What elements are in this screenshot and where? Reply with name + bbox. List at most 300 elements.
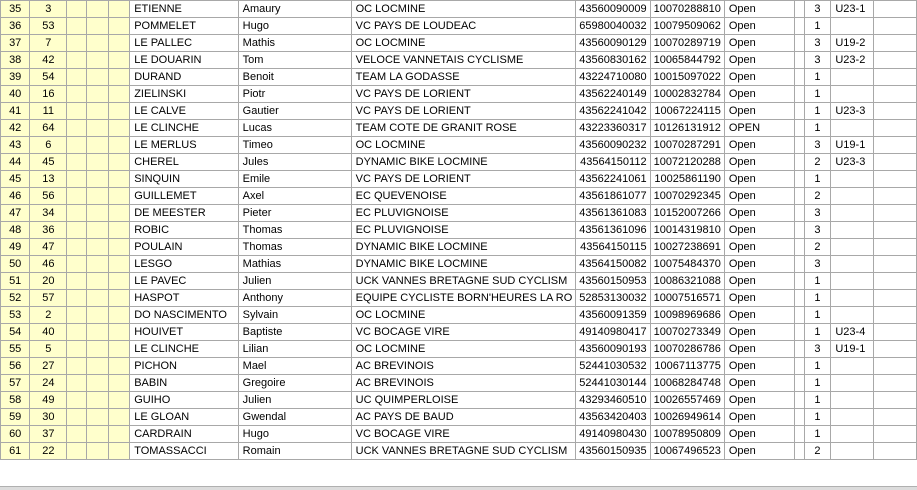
cell-bib[interactable]: 45 xyxy=(30,154,67,171)
cell-col-c[interactable] xyxy=(67,256,86,273)
cell-col-c[interactable] xyxy=(67,392,86,409)
cell-bib[interactable]: 22 xyxy=(30,443,67,460)
cell-col-d[interactable] xyxy=(86,137,108,154)
cell-category[interactable]: Open xyxy=(724,392,794,409)
cell-col-c[interactable] xyxy=(67,171,86,188)
cell-club[interactable]: DYNAMIC BIKE LOCMINE xyxy=(351,256,576,273)
cell-club-code[interactable]: 43563420403 xyxy=(576,409,650,426)
cell-rank[interactable]: 45 xyxy=(1,171,30,188)
cell-first-name[interactable]: Timeo xyxy=(238,137,351,154)
cell-col-d[interactable] xyxy=(86,154,108,171)
cell-first-name[interactable]: Mathias xyxy=(238,256,351,273)
cell-club-code[interactable]: 43562241042 xyxy=(576,103,650,120)
cell-uci-id[interactable]: 10065844792 xyxy=(650,52,724,69)
cell-last-name[interactable]: HASPOT xyxy=(130,290,238,307)
cell-col-e[interactable] xyxy=(108,239,129,256)
cell-col-e[interactable] xyxy=(108,324,129,341)
cell-uci-id[interactable]: 10070287291 xyxy=(650,137,724,154)
cell-class[interactable] xyxy=(831,426,874,443)
cell-empty[interactable] xyxy=(874,358,917,375)
cell-bib[interactable]: 36 xyxy=(30,222,67,239)
cell-empty[interactable] xyxy=(874,239,917,256)
cell-bib[interactable]: 46 xyxy=(30,256,67,273)
cell-class[interactable] xyxy=(831,358,874,375)
cell-col-l[interactable] xyxy=(794,103,804,120)
cell-col-e[interactable] xyxy=(108,358,129,375)
cell-uci-id[interactable]: 10075484370 xyxy=(650,256,724,273)
cell-level[interactable]: 2 xyxy=(804,239,831,256)
cell-col-c[interactable] xyxy=(67,307,86,324)
cell-last-name[interactable]: BABIN xyxy=(130,375,238,392)
cell-category[interactable]: Open xyxy=(724,18,794,35)
cell-col-d[interactable] xyxy=(86,273,108,290)
cell-last-name[interactable]: DURAND xyxy=(130,69,238,86)
cell-col-c[interactable] xyxy=(67,290,86,307)
cell-rank[interactable]: 59 xyxy=(1,409,30,426)
cell-club[interactable]: UCK VANNES BRETAGNE SUD CYCLISM xyxy=(351,273,576,290)
cell-level[interactable]: 1 xyxy=(804,307,831,324)
cell-club[interactable]: AC PAYS DE BAUD xyxy=(351,409,576,426)
cell-bib[interactable]: 3 xyxy=(30,1,67,18)
cell-col-d[interactable] xyxy=(86,290,108,307)
cell-club-code[interactable]: 43560150935 xyxy=(576,443,650,460)
cell-uci-id[interactable]: 10067113775 xyxy=(650,358,724,375)
cell-class[interactable] xyxy=(831,239,874,256)
cell-col-d[interactable] xyxy=(86,222,108,239)
cell-club[interactable]: VC PAYS DE LORIENT xyxy=(351,103,576,120)
cell-last-name[interactable]: LE MERLUS xyxy=(130,137,238,154)
cell-rank[interactable]: 50 xyxy=(1,256,30,273)
cell-first-name[interactable]: Axel xyxy=(238,188,351,205)
cell-class[interactable]: U19-2 xyxy=(831,35,874,52)
cell-club-code[interactable]: 43561861077 xyxy=(576,188,650,205)
cell-col-c[interactable] xyxy=(67,154,86,171)
cell-level[interactable]: 1 xyxy=(804,409,831,426)
cell-col-l[interactable] xyxy=(794,392,804,409)
cell-uci-id[interactable]: 10014319810 xyxy=(650,222,724,239)
cell-uci-id[interactable]: 10067224115 xyxy=(650,103,724,120)
cell-uci-id[interactable]: 10067496523 xyxy=(650,443,724,460)
cell-uci-id[interactable]: 10026557469 xyxy=(650,392,724,409)
cell-empty[interactable] xyxy=(874,443,917,460)
cell-last-name[interactable]: CARDRAIN xyxy=(130,426,238,443)
cell-col-d[interactable] xyxy=(86,18,108,35)
cell-club[interactable]: VC BOCAGE VIRE xyxy=(351,324,576,341)
cell-empty[interactable] xyxy=(874,86,917,103)
cell-col-l[interactable] xyxy=(794,324,804,341)
cell-level[interactable]: 3 xyxy=(804,137,831,154)
cell-col-l[interactable] xyxy=(794,69,804,86)
cell-level[interactable]: 3 xyxy=(804,222,831,239)
cell-uci-id[interactable]: 10027238691 xyxy=(650,239,724,256)
cell-first-name[interactable]: Thomas xyxy=(238,239,351,256)
cell-uci-id[interactable]: 10070288810 xyxy=(650,1,724,18)
cell-bib[interactable]: 27 xyxy=(30,358,67,375)
cell-bib[interactable]: 42 xyxy=(30,52,67,69)
cell-bib[interactable]: 7 xyxy=(30,35,67,52)
cell-category[interactable]: Open xyxy=(724,69,794,86)
cell-col-d[interactable] xyxy=(86,52,108,69)
cell-category[interactable]: Open xyxy=(724,137,794,154)
cell-club-code[interactable]: 52441030532 xyxy=(576,358,650,375)
cell-class[interactable] xyxy=(831,222,874,239)
cell-col-e[interactable] xyxy=(108,205,129,222)
cell-club[interactable]: OC LOCMINE xyxy=(351,307,576,324)
cell-first-name[interactable]: Piotr xyxy=(238,86,351,103)
cell-col-e[interactable] xyxy=(108,154,129,171)
cell-empty[interactable] xyxy=(874,137,917,154)
cell-category[interactable]: Open xyxy=(724,222,794,239)
cell-club-code[interactable]: 52441030144 xyxy=(576,375,650,392)
cell-col-e[interactable] xyxy=(108,392,129,409)
cell-col-l[interactable] xyxy=(794,1,804,18)
cell-col-d[interactable] xyxy=(86,205,108,222)
cell-uci-id[interactable]: 10086321088 xyxy=(650,273,724,290)
cell-col-d[interactable] xyxy=(86,86,108,103)
cell-rank[interactable]: 57 xyxy=(1,375,30,392)
cell-level[interactable]: 3 xyxy=(804,205,831,222)
cell-club[interactable]: DYNAMIC BIKE LOCMINE xyxy=(351,239,576,256)
cell-col-c[interactable] xyxy=(67,35,86,52)
cell-col-d[interactable] xyxy=(86,239,108,256)
cell-col-e[interactable] xyxy=(108,273,129,290)
cell-club-code[interactable]: 43562241061 xyxy=(576,171,650,188)
cell-col-e[interactable] xyxy=(108,375,129,392)
cell-bib[interactable]: 34 xyxy=(30,205,67,222)
cell-category[interactable]: Open xyxy=(724,35,794,52)
cell-club-code[interactable]: 43560090193 xyxy=(576,341,650,358)
cell-uci-id[interactable]: 10025861190 xyxy=(650,171,724,188)
cell-last-name[interactable]: ROBIC xyxy=(130,222,238,239)
cell-club-code[interactable]: 43564150082 xyxy=(576,256,650,273)
cell-col-l[interactable] xyxy=(794,290,804,307)
cell-last-name[interactable]: ETIENNE xyxy=(130,1,238,18)
cell-level[interactable]: 2 xyxy=(804,154,831,171)
cell-category[interactable]: Open xyxy=(724,358,794,375)
cell-class[interactable] xyxy=(831,205,874,222)
cell-col-d[interactable] xyxy=(86,375,108,392)
cell-level[interactable]: 2 xyxy=(804,188,831,205)
cell-club[interactable]: EQUIPE CYCLISTE BORN'HEURES LA RO xyxy=(351,290,576,307)
cell-bib[interactable]: 54 xyxy=(30,69,67,86)
cell-category[interactable]: Open xyxy=(724,443,794,460)
cell-last-name[interactable]: TOMASSACCI xyxy=(130,443,238,460)
cell-empty[interactable] xyxy=(874,256,917,273)
cell-club-code[interactable]: 43562240149 xyxy=(576,86,650,103)
cell-col-d[interactable] xyxy=(86,103,108,120)
cell-uci-id[interactable]: 10070273349 xyxy=(650,324,724,341)
cell-col-c[interactable] xyxy=(67,358,86,375)
cell-bib[interactable]: 47 xyxy=(30,239,67,256)
cell-club-code[interactable]: 49140980430 xyxy=(576,426,650,443)
cell-bib[interactable]: 37 xyxy=(30,426,67,443)
cell-first-name[interactable]: Gautier xyxy=(238,103,351,120)
cell-level[interactable]: 3 xyxy=(804,256,831,273)
cell-category[interactable]: Open xyxy=(724,409,794,426)
cell-bib[interactable]: 5 xyxy=(30,341,67,358)
cell-bib[interactable]: 16 xyxy=(30,86,67,103)
cell-category[interactable]: Open xyxy=(724,290,794,307)
cell-col-l[interactable] xyxy=(794,188,804,205)
cell-level[interactable]: 1 xyxy=(804,324,831,341)
cell-empty[interactable] xyxy=(874,426,917,443)
cell-level[interactable]: 3 xyxy=(804,1,831,18)
cell-club-code[interactable]: 43560090129 xyxy=(576,35,650,52)
cell-col-l[interactable] xyxy=(794,307,804,324)
cell-empty[interactable] xyxy=(874,409,917,426)
cell-last-name[interactable]: HOUIVET xyxy=(130,324,238,341)
cell-rank[interactable]: 44 xyxy=(1,154,30,171)
cell-col-e[interactable] xyxy=(108,341,129,358)
cell-col-c[interactable] xyxy=(67,205,86,222)
cell-level[interactable]: 1 xyxy=(804,358,831,375)
cell-col-l[interactable] xyxy=(794,120,804,137)
cell-col-e[interactable] xyxy=(108,18,129,35)
cell-club[interactable]: EC PLUVIGNOISE xyxy=(351,205,576,222)
cell-col-d[interactable] xyxy=(86,1,108,18)
cell-col-c[interactable] xyxy=(67,443,86,460)
cell-col-l[interactable] xyxy=(794,205,804,222)
cell-empty[interactable] xyxy=(874,307,917,324)
cell-bib[interactable]: 30 xyxy=(30,409,67,426)
cell-last-name[interactable]: LE DOUARIN xyxy=(130,52,238,69)
cell-bib[interactable]: 24 xyxy=(30,375,67,392)
cell-class[interactable] xyxy=(831,120,874,137)
cell-club-code[interactable]: 65980040032 xyxy=(576,18,650,35)
cell-last-name[interactable]: SINQUIN xyxy=(130,171,238,188)
cell-col-e[interactable] xyxy=(108,52,129,69)
cell-club[interactable]: AC BREVINOIS xyxy=(351,375,576,392)
cell-club-code[interactable]: 43293460510 xyxy=(576,392,650,409)
cell-club-code[interactable]: 43560150953 xyxy=(576,273,650,290)
cell-first-name[interactable]: Lucas xyxy=(238,120,351,137)
cell-rank[interactable]: 54 xyxy=(1,324,30,341)
cell-uci-id[interactable]: 10078950809 xyxy=(650,426,724,443)
cell-bib[interactable]: 56 xyxy=(30,188,67,205)
cell-first-name[interactable]: Gwendal xyxy=(238,409,351,426)
cell-club[interactable]: VC PAYS DE LORIENT xyxy=(351,171,576,188)
cell-level[interactable]: 1 xyxy=(804,171,831,188)
cell-class[interactable] xyxy=(831,18,874,35)
cell-category[interactable]: Open xyxy=(724,171,794,188)
cell-uci-id[interactable]: 10015097022 xyxy=(650,69,724,86)
cell-club-code[interactable]: 43560090009 xyxy=(576,1,650,18)
cell-col-c[interactable] xyxy=(67,426,86,443)
cell-uci-id[interactable]: 10002832784 xyxy=(650,86,724,103)
cell-col-e[interactable] xyxy=(108,120,129,137)
cell-class[interactable] xyxy=(831,273,874,290)
cell-uci-id[interactable]: 10070292345 xyxy=(650,188,724,205)
cell-col-d[interactable] xyxy=(86,35,108,52)
cell-uci-id[interactable]: 10068284748 xyxy=(650,375,724,392)
cell-class[interactable]: U19-1 xyxy=(831,341,874,358)
cell-club-code[interactable]: 49140980417 xyxy=(576,324,650,341)
cell-class[interactable]: U23-4 xyxy=(831,324,874,341)
cell-club[interactable]: TEAM LA GODASSE xyxy=(351,69,576,86)
cell-club-code[interactable]: 52853130032 xyxy=(576,290,650,307)
cell-first-name[interactable]: Sylvain xyxy=(238,307,351,324)
cell-uci-id[interactable]: 10079509062 xyxy=(650,18,724,35)
cell-rank[interactable]: 39 xyxy=(1,69,30,86)
cell-club-code[interactable]: 43564150115 xyxy=(576,239,650,256)
cell-col-l[interactable] xyxy=(794,409,804,426)
cell-class[interactable]: U19-1 xyxy=(831,137,874,154)
cell-empty[interactable] xyxy=(874,1,917,18)
cell-class[interactable] xyxy=(831,443,874,460)
cell-class[interactable] xyxy=(831,290,874,307)
cell-col-c[interactable] xyxy=(67,375,86,392)
cell-category[interactable]: Open xyxy=(724,273,794,290)
cell-club-code[interactable]: 43224710080 xyxy=(576,69,650,86)
cell-category[interactable]: Open xyxy=(724,154,794,171)
cell-rank[interactable]: 41 xyxy=(1,103,30,120)
cell-level[interactable]: 1 xyxy=(804,273,831,290)
cell-rank[interactable]: 48 xyxy=(1,222,30,239)
cell-first-name[interactable]: Gregoire xyxy=(238,375,351,392)
cell-col-c[interactable] xyxy=(67,137,86,154)
cell-bib[interactable]: 64 xyxy=(30,120,67,137)
cell-level[interactable]: 1 xyxy=(804,18,831,35)
cell-col-c[interactable] xyxy=(67,409,86,426)
cell-club-code[interactable]: 43560830162 xyxy=(576,52,650,69)
cell-rank[interactable]: 52 xyxy=(1,290,30,307)
cell-first-name[interactable]: Baptiste xyxy=(238,324,351,341)
cell-club-code[interactable]: 43564150112 xyxy=(576,154,650,171)
cell-rank[interactable]: 49 xyxy=(1,239,30,256)
cell-col-c[interactable] xyxy=(67,188,86,205)
cell-first-name[interactable]: Emile xyxy=(238,171,351,188)
cell-uci-id[interactable]: 10070289719 xyxy=(650,35,724,52)
cell-club[interactable]: UC QUIMPERLOISE xyxy=(351,392,576,409)
cell-col-d[interactable] xyxy=(86,426,108,443)
cell-col-l[interactable] xyxy=(794,171,804,188)
cell-empty[interactable] xyxy=(874,392,917,409)
cell-first-name[interactable]: Anthony xyxy=(238,290,351,307)
cell-club[interactable]: VC PAYS DE LORIENT xyxy=(351,86,576,103)
cell-empty[interactable] xyxy=(874,375,917,392)
cell-bib[interactable]: 6 xyxy=(30,137,67,154)
cell-bib[interactable]: 40 xyxy=(30,324,67,341)
cell-empty[interactable] xyxy=(874,188,917,205)
cell-class[interactable] xyxy=(831,188,874,205)
cell-col-d[interactable] xyxy=(86,409,108,426)
cell-club[interactable]: VC BOCAGE VIRE xyxy=(351,426,576,443)
cell-rank[interactable]: 40 xyxy=(1,86,30,103)
cell-first-name[interactable]: Hugo xyxy=(238,18,351,35)
cell-col-e[interactable] xyxy=(108,290,129,307)
cell-club[interactable]: OC LOCMINE xyxy=(351,1,576,18)
cell-club[interactable]: UCK VANNES BRETAGNE SUD CYCLISM xyxy=(351,443,576,460)
cell-class[interactable] xyxy=(831,171,874,188)
cell-category[interactable]: Open xyxy=(724,239,794,256)
cell-club-code[interactable]: 43223360317 xyxy=(576,120,650,137)
cell-col-d[interactable] xyxy=(86,358,108,375)
cell-col-c[interactable] xyxy=(67,324,86,341)
cell-rank[interactable]: 60 xyxy=(1,426,30,443)
cell-last-name[interactable]: LE PAVEC xyxy=(130,273,238,290)
cell-rank[interactable]: 61 xyxy=(1,443,30,460)
cell-col-d[interactable] xyxy=(86,171,108,188)
cell-last-name[interactable]: POMMELET xyxy=(130,18,238,35)
cell-col-d[interactable] xyxy=(86,392,108,409)
cell-col-c[interactable] xyxy=(67,239,86,256)
cell-class[interactable] xyxy=(831,86,874,103)
cell-col-e[interactable] xyxy=(108,307,129,324)
cell-class[interactable] xyxy=(831,256,874,273)
cell-category[interactable]: Open xyxy=(724,205,794,222)
cell-col-l[interactable] xyxy=(794,86,804,103)
cell-col-d[interactable] xyxy=(86,120,108,137)
cell-level[interactable]: 1 xyxy=(804,120,831,137)
cell-col-l[interactable] xyxy=(794,273,804,290)
cell-empty[interactable] xyxy=(874,103,917,120)
cell-col-c[interactable] xyxy=(67,86,86,103)
cell-col-d[interactable] xyxy=(86,324,108,341)
cell-first-name[interactable]: Tom xyxy=(238,52,351,69)
cell-col-l[interactable] xyxy=(794,35,804,52)
cell-level[interactable]: 1 xyxy=(804,375,831,392)
cell-col-e[interactable] xyxy=(108,35,129,52)
cell-uci-id[interactable]: 10072120288 xyxy=(650,154,724,171)
cell-col-c[interactable] xyxy=(67,273,86,290)
cell-col-d[interactable] xyxy=(86,307,108,324)
cell-rank[interactable]: 46 xyxy=(1,188,30,205)
cell-level[interactable]: 1 xyxy=(804,103,831,120)
cell-col-c[interactable] xyxy=(67,69,86,86)
cell-col-d[interactable] xyxy=(86,341,108,358)
cell-last-name[interactable]: POULAIN xyxy=(130,239,238,256)
cell-col-e[interactable] xyxy=(108,103,129,120)
cell-category[interactable]: Open xyxy=(724,1,794,18)
cell-first-name[interactable]: Pieter xyxy=(238,205,351,222)
cell-col-l[interactable] xyxy=(794,52,804,69)
cell-last-name[interactable]: LE CLINCHE xyxy=(130,341,238,358)
cell-empty[interactable] xyxy=(874,341,917,358)
cell-class[interactable]: U23-2 xyxy=(831,52,874,69)
cell-rank[interactable]: 43 xyxy=(1,137,30,154)
cell-first-name[interactable]: Thomas xyxy=(238,222,351,239)
horizontal-scrollbar[interactable] xyxy=(0,486,917,490)
cell-class[interactable]: U23-3 xyxy=(831,103,874,120)
cell-first-name[interactable]: Amaury xyxy=(238,1,351,18)
cell-level[interactable]: 2 xyxy=(804,443,831,460)
cell-col-e[interactable] xyxy=(108,137,129,154)
cell-empty[interactable] xyxy=(874,324,917,341)
cell-rank[interactable]: 35 xyxy=(1,1,30,18)
cell-level[interactable]: 3 xyxy=(804,35,831,52)
cell-club[interactable]: DYNAMIC BIKE LOCMINE xyxy=(351,154,576,171)
cell-category[interactable]: Open xyxy=(724,307,794,324)
cell-rank[interactable]: 47 xyxy=(1,205,30,222)
cell-club[interactable]: VELOCE VANNETAIS CYCLISME xyxy=(351,52,576,69)
cell-club-code[interactable]: 43560090232 xyxy=(576,137,650,154)
cell-col-l[interactable] xyxy=(794,137,804,154)
cell-category[interactable]: Open xyxy=(724,103,794,120)
cell-first-name[interactable]: Romain xyxy=(238,443,351,460)
cell-bib[interactable]: 53 xyxy=(30,18,67,35)
cell-empty[interactable] xyxy=(874,18,917,35)
cell-col-e[interactable] xyxy=(108,86,129,103)
cell-last-name[interactable]: LE GLOAN xyxy=(130,409,238,426)
cell-col-d[interactable] xyxy=(86,188,108,205)
cell-category[interactable]: Open xyxy=(724,52,794,69)
cell-club[interactable]: OC LOCMINE xyxy=(351,137,576,154)
cell-col-l[interactable] xyxy=(794,239,804,256)
cell-empty[interactable] xyxy=(874,205,917,222)
cell-first-name[interactable]: Mael xyxy=(238,358,351,375)
cell-rank[interactable]: 58 xyxy=(1,392,30,409)
cell-col-c[interactable] xyxy=(67,52,86,69)
